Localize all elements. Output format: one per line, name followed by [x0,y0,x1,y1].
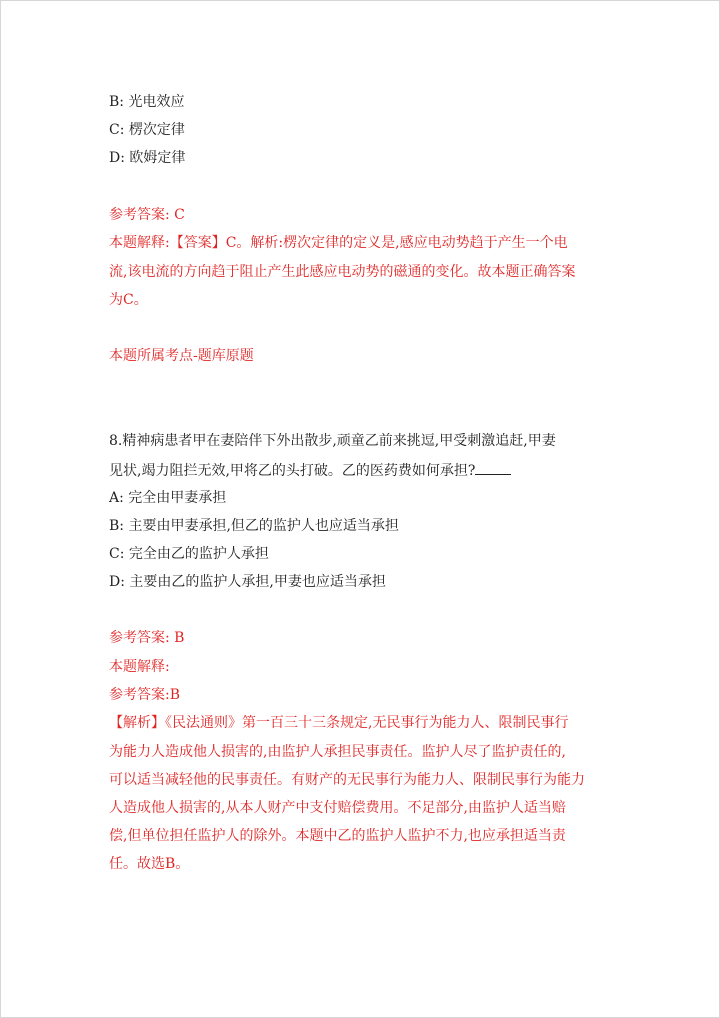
q8-analysis-line-4: 人造成他人损害的,从本人财产中支付赔偿费用。不足部分,由监护人适当赔 [109,800,566,816]
q7-explanation-line-1: 本题解释:【答案】C。解析:楞次定律的定义是,感应电动势趋于产生一个电 [109,235,568,251]
q8-stem-text: 见状,竭力阻拦无效,甲将乙的头打破。乙的医药费如何承担? [109,463,476,479]
q7-explanation-line-3: 为C。 [109,292,148,308]
q8-analysis-line-6: 任。故选B。 [109,856,190,872]
q8-stem-line-1: 8.精神病患者甲在妻陪伴下外出散步,顽童乙前来挑逗,甲受刺激追赶,甲妻 [109,433,556,449]
q8-answer: 参考答案: B [109,630,185,646]
q8-option-c: C: 完全由乙的监护人承担 [109,546,269,562]
q8-answer-repeat: 参考答案:B [109,687,181,703]
q8-analysis-line-2: 为能力人造成他人损害的,由监护人承担民事责任。监护人尽了监护责任的, [109,744,566,760]
q8-option-b: B: 主要由甲妻承担,但乙的监护人也应适当承担 [109,518,399,534]
q7-option-c: C: 楞次定律 [109,122,185,138]
q7-option-b: B: 光电效应 [109,94,185,110]
q7-answer: 参考答案: C [109,207,185,223]
answer-blank [475,460,511,475]
q8-stem-line-2 [109,460,511,481]
q7-category: 本题所属考点-题库原题 [109,348,254,364]
q7-explanation-line-2: 流,该电流的方向趋于阻止产生此感应电动势的磁通的变化。故本题正确答案 [109,264,576,280]
q8-analysis-line-5: 偿,但单位担任监护人的除外。本题中乙的监护人监护不力,也应承担适当责 [109,828,566,844]
q8-option-d: D: 主要由乙的监护人承担,甲妻也应适当承担 [109,574,386,590]
q8-explanation-label: 本题解释: [109,659,170,675]
q8-option-a: A: 完全由甲妻承担 [109,490,227,506]
q8-analysis-line-1: 【解析】《民法通则》第一百三十三条规定,无民事行为能力人、限制民事行 [109,715,569,731]
q8-analysis-line-3: 可以适当减轻他的民事责任。有财产的无民事行为能力人、限制民事行为能力 [109,772,585,788]
q7-option-d: D: 欧姆定律 [109,150,186,166]
